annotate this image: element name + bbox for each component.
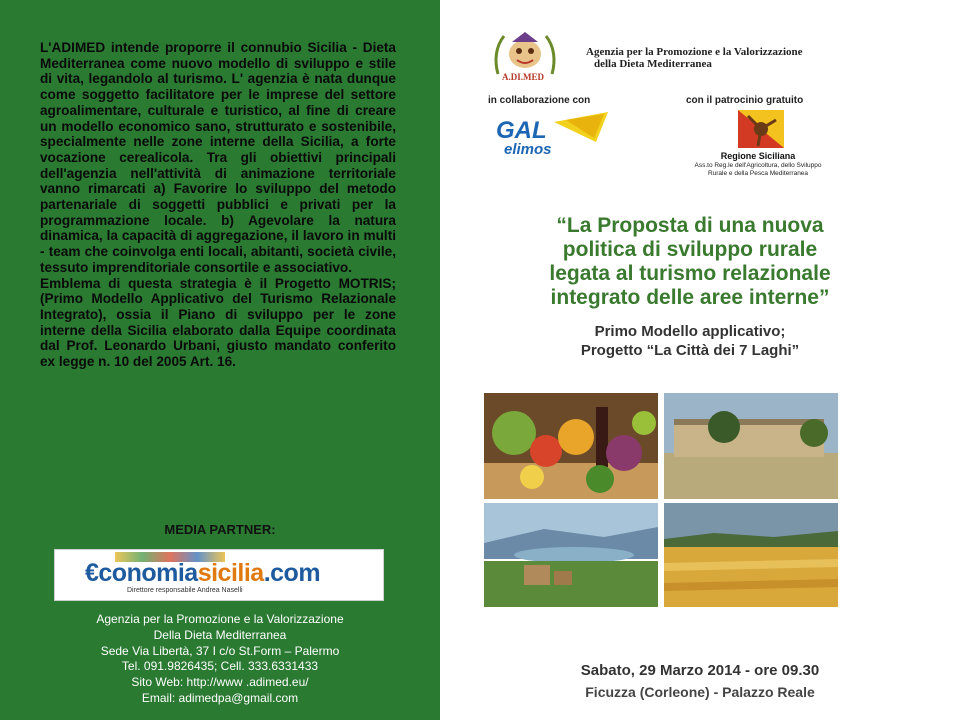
media-logo-name: €conomiasicilia.com <box>85 559 321 587</box>
patronage-label: con il patrocinio gratuito <box>686 95 804 106</box>
contact-line-phone: Tel. 091.9826435; Cell. 333.6331433 <box>121 659 319 674</box>
region-department: Ass.to Reg.le dell'Agricoltura, dello Sviluppo Rurale e della Pesca Mediterranea <box>694 162 822 177</box>
sicily-crest-icon <box>738 110 784 148</box>
wheat-field-photo <box>664 503 838 607</box>
agency-name: Agenzia per la Promozione e la Valorizzazione della Dieta Mediterranea <box>586 46 803 70</box>
description-paragraph-1: L'ADIMED intende proporre il connubio Sicilia - Dieta Mediterranea come nuovo modello di sviluppo e stile di vita, legandolo al turismo. L' agenzia è nata dunque come soggetto facilitatore per le imprese del settore agroalimentare, culturale e turistico, al fine di creare un modello economico sano, strutturato e sostenibile, specialmente nelle zone interne della Sicilia, a forte vocazione cerealicola. Tra gli obiettivi principali dell'agenzia nell'attività di animazione territoriale vanno rimarcati a) Favorire lo sviluppo del metodo partenariale di soggetti pubblici e privati per la programmazione locale. b) Agevolare la natura dinamica, la capacità di aggregazione, il lavoro in multi - team che coinvolga enti locali, abitanti, società civile, tessuto imprenditoriale consortile e associativo. <box>40 40 396 275</box>
media-partner-title: MEDIA PARTNER: <box>164 522 276 537</box>
event-headline <box>470 214 910 310</box>
right-panel <box>440 0 960 720</box>
headline-line: politica di sviluppo rurale <box>562 238 818 261</box>
headline-line: “La Proposta di una nuova <box>556 214 824 237</box>
contact-line-address: Sede Via Libertà, 37 I c/o St.Form – Palermo <box>100 643 340 658</box>
headline-line: legata al turismo relazionale <box>549 262 831 285</box>
contact-line-email: Email: adimedpa@gmail.com <box>141 690 299 705</box>
gal-logo-text-a: GAL <box>496 117 547 144</box>
contact-line-website: Sito Web: http://www .adimed.eu/ <box>131 675 309 690</box>
event-subheading: Primo Modello applicativo; Progetto “La Città dei 7 Laghi” <box>580 323 800 359</box>
contact-line-agency-2: Della Dieta Mediterranea <box>153 627 287 642</box>
region-name: Regione Siciliana <box>720 151 796 161</box>
collaboration-label: in collaborazione con <box>488 95 591 106</box>
contact-info <box>0 612 440 707</box>
lake-photo <box>484 503 658 607</box>
media-logo-subtitle: Direttore responsabile Andrea Naselli <box>127 587 243 594</box>
headline-line: integrato delle aree interne” <box>550 286 830 309</box>
description-paragraph-2: Emblema di questa strategia è il Progetto MOTRIS; (Primo Modello Applicativo del Turismo Relazionale Integrato), ossia il Piano di sviluppo per le zone interne della Sicilia elaborato dalla Equipe coordinata dal Prof. Leonardo Urbani, giusto mandato conferito ex legge n. 10 del 2005 Art. 16. <box>40 275 396 370</box>
food-photo <box>484 393 658 499</box>
photo-collage <box>484 393 838 607</box>
adimed-caption: A.DI.MED <box>502 72 544 82</box>
gal-elimos-logo <box>496 110 614 158</box>
contact-line-agency: Agenzia per la Promozione e la Valorizzazione <box>96 612 344 626</box>
adimed-description <box>40 40 396 370</box>
event-venue: Ficuzza (Corleone) - Palazzo Reale <box>585 684 815 700</box>
left-panel <box>0 0 440 720</box>
gal-logo-text-b: elimos <box>504 141 552 158</box>
economiasicilia-logo <box>54 549 384 601</box>
event-date: Sabato, 29 Marzo 2014 - ore 09.30 <box>580 662 820 679</box>
palace-photo <box>664 393 838 499</box>
